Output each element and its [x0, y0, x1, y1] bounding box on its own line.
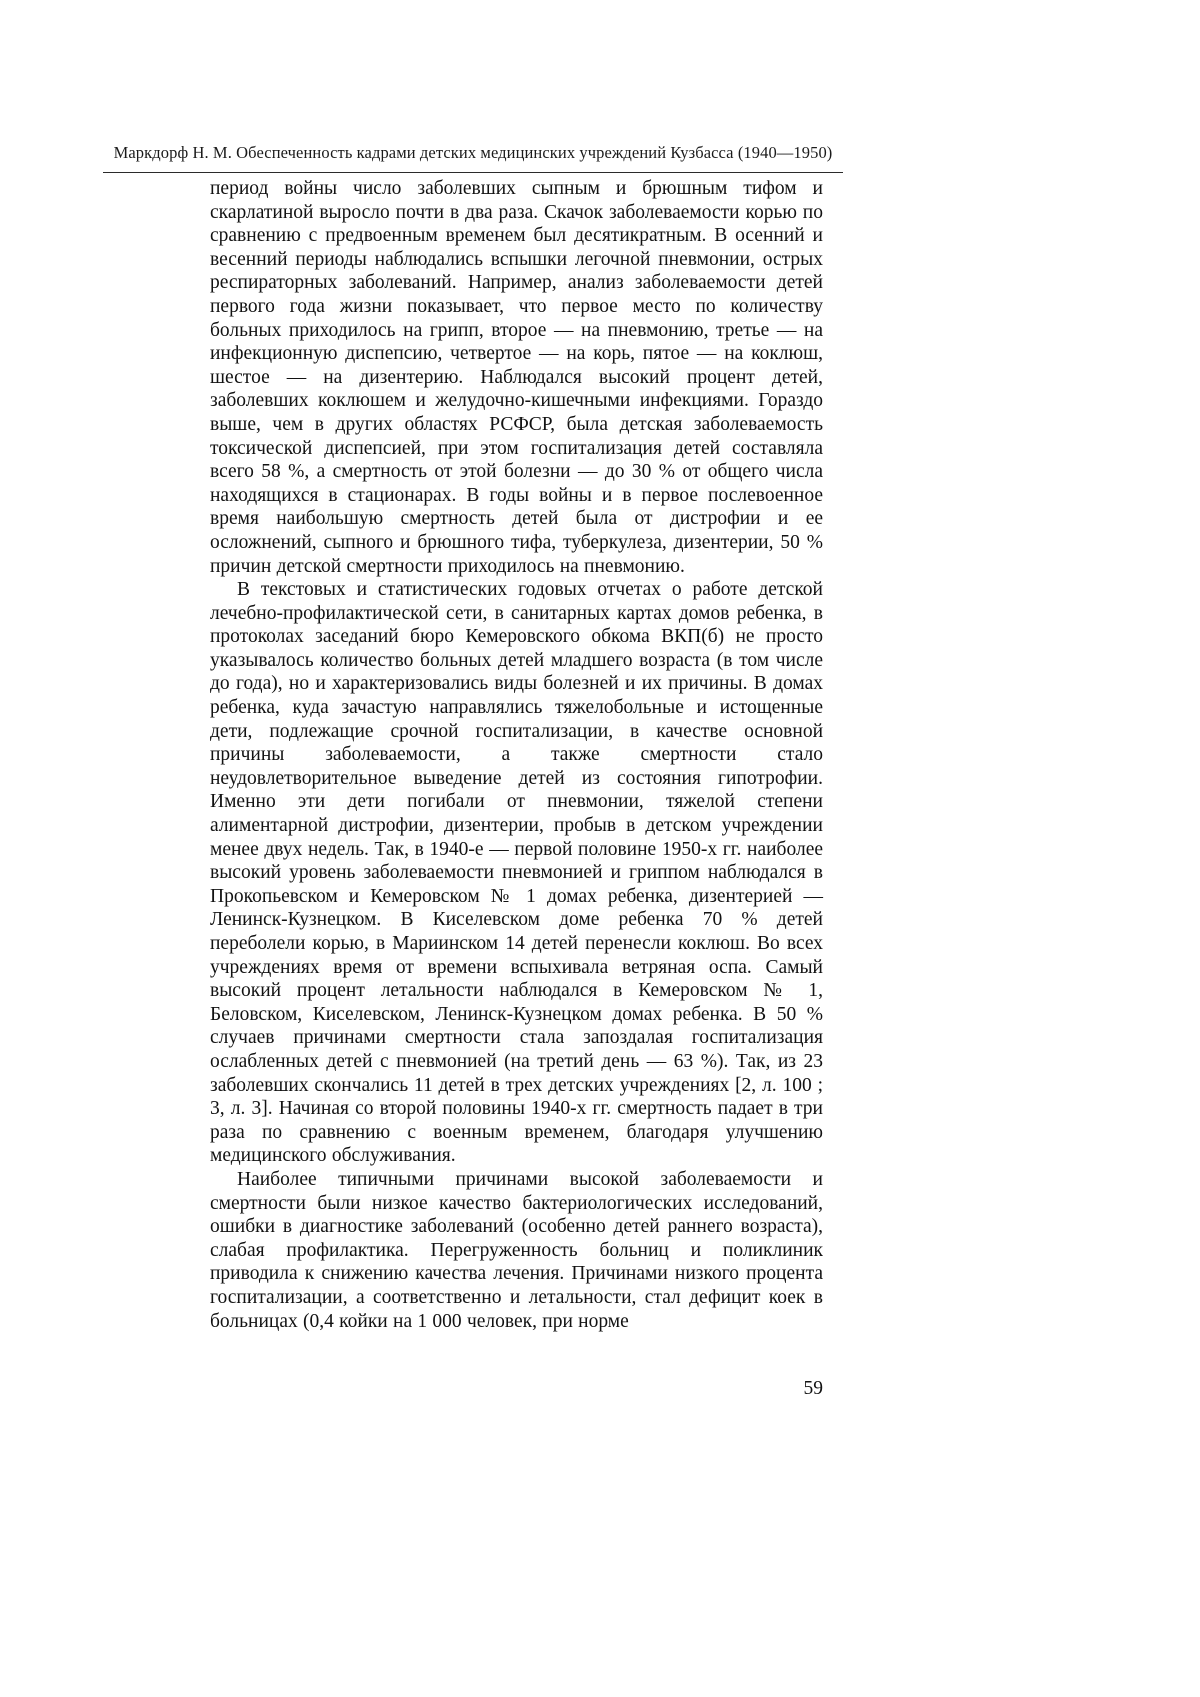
paragraph: период войны число заболевших сыпным и брюшным тифом и скарлатиной выросло почти в два раза. Скачок заболеваемости корью по сравнению с предвоенным временем был десятикратным. В осенний и весенний периоды наблюдались вспышки легочной пневмонии, острых респираторных заболеваний. Например, анализ заболеваемости детей первого года жизни показывает, что первое место по количеству больных приходилось на грипп, второе — на пневмонию, третье — на инфекционную диспепсию, четвертое — на корь, пятое — на коклюш, шестое — на дизентерию. Наблюдался высокий процент детей, заболевших коклюшем и желудочно-кишечными инфекциями. Гораздо выше, чем в других областях РСФСР, была детская заболеваемость токсической диспепсией, при этом госпитализация детей составляла всего 58 %, а смертность от этой болезни — до 30 % от общего числа находящихся в стационарах. В годы войны и в первое послевоенное время наибольшую смертность детей была от дистрофии и ее осложнений, сыпного и брюшного тифа, туберкулеза, дизентерии, 50 % причин детской смертности приходилось на пневмонию. [210, 178, 823, 577]
paragraph: В текстовых и статистических годовых отчетах о работе детской лечебно-профилактической сети, в санитарных картах домов ребенка, в протоколах заседаний бюро Кемеровского обкома ВКП(б) не просто указывалось количество больных детей младшего возраста (в том числе до года), но и характеризовались виды болезней и их причины. В домах ребенка, куда зачастую направлялись тяжелобольные и истощенные дети, подлежащие срочной госпитализации, в качестве основной причины заболеваемости, а также смертности стало неудовлетворительное выведение детей из состояния гипотрофии. Именно эти дети погибали от пневмонии, тяжелой степени алиментарной дистрофии, дизентерии, пробыв в детском учреждении менее двух недель. Так, в 1940-е — первой половине 1950-х гг. наиболее высокий уровень заболеваемости пневмонией и гриппом наблюдался в Прокопьевском и Кемеровском № 1 домах ребенка, дизентерией — Ленинск-Кузнецком. В Киселевском доме ребенка 70 % детей переболели корью, в Мариинском 14 детей перенесли коклюш. Во всех учреждениях время от времени вспыхивала ветряная оспа. Самый высокий процент летальности наблюдался в Кемеровском № 1, Беловском, Киселевском, Ленинск-Кузнецком домах ребенка. В 50 % случаев причинами смертности стала запоздалая госпитализация ослабленных детей с пневмонией (на третий день — 63 %). Так, из 23 заболевших скончались 11 детей в трех детских учреждениях [2, л. 100 ; 3, л. 3]. Начиная со второй половины 1940-х гг. смертность падает в три раза по сравнению с военным временем, благодаря улучшению медицинского обслуживания. [210, 579, 823, 1167]
body-text [210, 177, 823, 1333]
header-rule [103, 172, 843, 173]
paragraph: Наиболее типичными причинами высокой заболеваемости и смертности были низкое качество бактериологических исследований, ошибки в диагностике заболеваний (особенно детей раннего возраста), слабая профилактика. Перегруженность больниц и поликлиник приводила к снижению качества лечения. Причинами низкого процента госпитализации, а соответственно и летальности, стал дефицит коек в больницах (0,4 койки на 1 000 человек, при норме [210, 1168, 823, 1332]
page-number: 59 [803, 1378, 823, 1399]
running-header: Маркдорф Н. М. Обеспеченность кадрами детских медицинских учреждений Кузбасса (1940—1950) [113, 143, 833, 162]
